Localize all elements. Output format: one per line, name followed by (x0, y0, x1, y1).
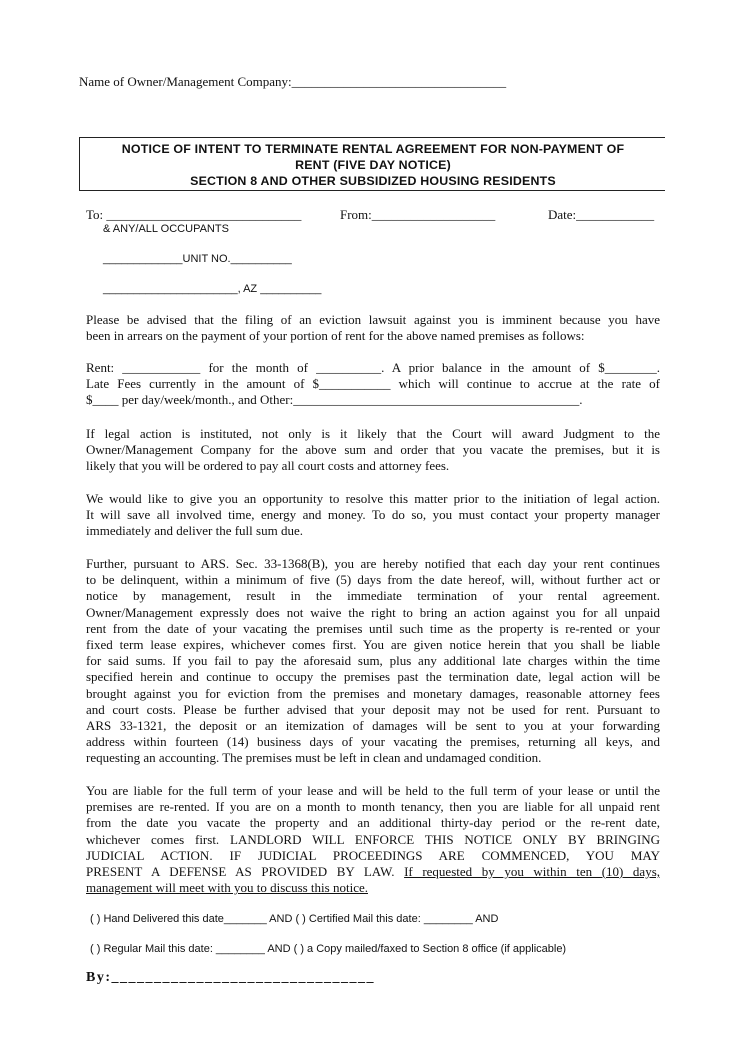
paragraph-line: whichever comes first. LANDLORD WILL ENFORCE THIS NOTICE ONLY BY BRINGING (86, 831, 660, 847)
paragraph-line: requesting an accounting. The premises must be left in clean and undamaged condition. (86, 750, 542, 766)
paragraph-line: Late Fees currently in the amount of $___________ which will continue to accrue at the rate of (86, 376, 660, 392)
meeting-request-text: If requested by you within ten (10) days, (404, 863, 660, 879)
date-field: Date:____________ (548, 207, 655, 222)
paragraph-line: Owner/Management Company for the above sum and order that you vacate the premises, but it is (86, 442, 660, 458)
paragraph-line: Further, pursuant to ARS. Sec. 33-1368(B), you are hereby notified that each day your rent continues (86, 556, 660, 571)
paragraph-resolve (86, 491, 660, 540)
paragraph-line: ARS 33-1321, the deposit or an itemization of damages will be sent to you at your forwarding (86, 717, 660, 733)
paragraph-line: JUDICIAL ACTION. IF JUDICIAL PROCEEDINGS ARE COMMENCED, YOU MAY (86, 847, 660, 863)
owner-company-line: Name of Owner/Management Company:_________________________________ (79, 74, 507, 89)
title-line-1: NOTICE OF INTENT TO TERMINATE RENTAL AGREEMENT FOR NON-PAYMENT OF (121, 142, 625, 156)
signature-line: By:_______________________________ (86, 970, 375, 985)
paragraph-line: brought against you for eviction from the premises and monetary damages, reasonable attorney fees (86, 685, 660, 701)
delivery-method-line-2: ( ) Regular Mail this date: ________ AND ( ) a Copy mailed/faxed to Section 8 office (if applicable) (90, 943, 567, 955)
delivery-method-line-1: ( ) Hand Delivered this date_______ AND ( ) Certified Mail this date: ________ AND (90, 913, 499, 925)
paragraph-line: $____ per day/week/month., and Other:____________________________________________. (86, 392, 583, 408)
paragraph-line: premises are re-rented. If you are on a month to month tenancy, then you are liable for all unpaid rent (86, 799, 660, 815)
paragraph-eviction-notice (86, 312, 660, 344)
paragraph-line: fixed term lease expires, whichever comes first. You are given notice herein that you shall be liable (86, 636, 660, 652)
paragraph-line: If legal action is instituted, not only is it likely that the Court will award Judgment to the (86, 426, 660, 441)
paragraph-line (86, 880, 660, 896)
paragraph-line: likely that you will be ordered to pay all court costs and attorney fees. (86, 458, 450, 474)
paragraph-statute (86, 556, 660, 766)
title-line-3: SECTION 8 AND OTHER SUBSIDIZED HOUSING RESIDENTS (190, 174, 556, 188)
from-field: From:___________________ (340, 207, 496, 222)
paragraph-line: specified herein and continue to occupy the premises past the termination date, legal action will be (86, 669, 660, 685)
meeting-notice-text: management will meet with you to discuss this notice. (86, 880, 368, 896)
paragraph-line: It will save all involved time, energy and money. To do so, you must contact your property manager (86, 507, 660, 523)
paragraph-line: rent from the date of your vacating the premises until such time as the property is re-rented or your (86, 620, 660, 636)
paragraph-legal-action (86, 426, 660, 475)
to-field: To: ______________________________ (86, 207, 302, 222)
paragraph-line: been in arrears on the payment of your portion of rent for the above named premises as follows: (86, 328, 585, 344)
occupants-label: & ANY/ALL OCCUPANTS (103, 223, 229, 235)
paragraph-line: for said sums. If you fail to pay the aforesaid sum, plus any additional late charges within the time (86, 653, 660, 669)
paragraph-amounts (86, 360, 660, 409)
title-box (79, 137, 665, 191)
paragraph-line: to be delinquent, within a minimum of five (5) days from the date hereof, will, without further act or (86, 572, 660, 588)
title-line-2: RENT (FIVE DAY NOTICE) (295, 158, 451, 172)
paragraph-line: Owner/Management expressly does not waive the right to bring an action against you for all unpaid (86, 604, 660, 620)
paragraph-line: Rent: ____________ for the month of __________. A prior balance in the amount of $________. (86, 360, 660, 375)
paragraph-line-mixed (86, 864, 660, 880)
city-az-field: ______________________, AZ __________ (103, 283, 322, 295)
paragraph-line: You are liable for the full term of your lease and will be held to the full term of your lease or until the (86, 783, 660, 798)
paragraph-line: notice by management, result in the immediate termination of your rental agreement. (86, 588, 660, 604)
defense-text: PRESENT A DEFENSE AS PROVIDED BY LAW. (86, 863, 395, 879)
paragraph-line: Please be advised that the filing of an eviction lawsuit against you is imminent because you have (86, 312, 660, 327)
unit-no-field: _____________UNIT NO.__________ (103, 253, 292, 265)
paragraph-line: immediately and deliver the full sum due. (86, 523, 303, 539)
paragraph-line: from the date you vacate the property and an additional thirty-day period or the re-rent date, (86, 815, 660, 831)
paragraph-lease-liability (86, 783, 660, 896)
paragraph-line: and court costs. Please be further advised that your deposit may not be used for rent. Pursuant to (86, 701, 660, 717)
paragraph-line: We would like to give you an opportunity to resolve this matter prior to the initiation of legal action. (86, 491, 660, 506)
paragraph-line: address within fourteen (14) business days of your vacating the premises, returning all keys, and (86, 734, 660, 750)
